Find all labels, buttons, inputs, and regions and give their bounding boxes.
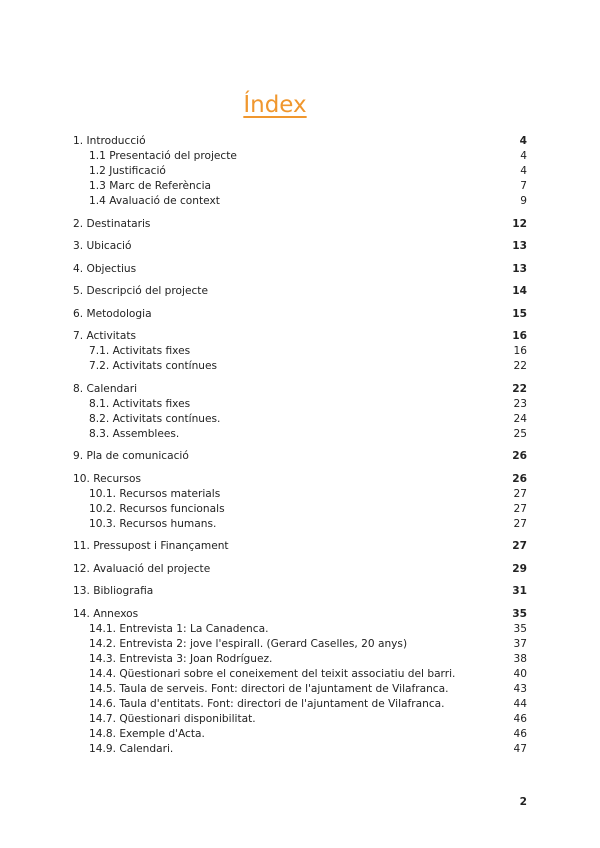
- toc-entry-page: 46: [513, 712, 527, 725]
- toc-entry-title: 1.2 Justificació: [89, 165, 166, 177]
- toc-subsection-row[interactable]: [73, 487, 527, 502]
- toc-entry-title: 14.8. Exemple d'Acta.: [89, 727, 205, 740]
- toc-section-row[interactable]: [73, 134, 527, 149]
- toc-entry-page: 4: [520, 165, 527, 177]
- toc-entry-page: 4: [520, 150, 527, 162]
- toc-section-row[interactable]: [73, 382, 527, 397]
- toc-entry-title: 2. Destinataris: [73, 217, 151, 230]
- toc-entry-page: 27: [513, 487, 527, 500]
- toc-entry-title: 3. Ubicació: [73, 240, 132, 252]
- toc-entry-page: 13: [512, 240, 527, 252]
- toc-entry-page: 7: [520, 180, 527, 192]
- toc-entry-title: 8.1. Activitats fixes: [89, 397, 191, 410]
- toc-subsection-row[interactable]: [73, 697, 527, 712]
- toc-subsection-row[interactable]: [73, 517, 527, 532]
- toc-section-row[interactable]: [73, 472, 527, 487]
- toc-section-row[interactable]: [73, 607, 527, 622]
- toc-entry-page: 9: [520, 195, 527, 207]
- toc-entry-title: 1.4 Avaluació de context: [89, 195, 220, 207]
- toc-entry-title: 14.6. Taula d'entitats. Font: directori de l'ajuntament de Vilafranca.: [89, 697, 445, 710]
- toc-entry-page: 13: [512, 262, 527, 275]
- toc-entry-title: 7.1. Activitats fixes: [89, 345, 191, 357]
- table-of-contents: [73, 134, 527, 757]
- toc-entry-title: 14.3. Entrevista 3: Joan Rodríguez.: [89, 652, 273, 665]
- toc-entry-page: 35: [512, 607, 527, 620]
- toc-entry-title: 7. Activitats: [73, 330, 136, 342]
- toc-subsection-row[interactable]: [73, 742, 527, 757]
- toc-entry-title: 14.9. Calendari.: [89, 742, 174, 755]
- toc-subsection-row[interactable]: [73, 502, 527, 517]
- toc-section-row[interactable]: [73, 562, 527, 577]
- toc-entry-page: 27: [513, 517, 527, 530]
- toc-entry-page: 26: [512, 450, 527, 462]
- toc-entry-page: 4: [519, 135, 527, 147]
- toc-entry-title: 5. Descripció del projecte: [73, 285, 208, 297]
- toc-subsection-row[interactable]: [73, 682, 527, 697]
- toc-entry-title: 14.1. Entrevista 1: La Canadenca.: [89, 622, 269, 635]
- toc-entry-page: 35: [513, 622, 527, 635]
- toc-entry-title: 8. Calendari: [73, 382, 138, 395]
- toc-subsection-row[interactable]: [73, 359, 527, 374]
- toc-entry-title: 10.1. Recursos materials: [89, 487, 221, 500]
- toc-subsection-row[interactable]: [73, 427, 527, 442]
- toc-entry-page: 16: [512, 330, 527, 342]
- toc-subsection-row[interactable]: [73, 622, 527, 637]
- toc-subsection-row[interactable]: [73, 194, 527, 209]
- toc-subsection-row[interactable]: [73, 637, 527, 652]
- toc-entry-page: 31: [512, 585, 527, 597]
- toc-entry-page: 14: [512, 285, 527, 297]
- toc-entry-page: 37: [513, 637, 527, 650]
- toc-entry-page: 38: [513, 652, 527, 665]
- toc-entry-title: 8.3. Assemblees.: [89, 427, 180, 440]
- toc-section-row[interactable]: [73, 217, 527, 232]
- toc-entry-title: 1.3 Marc de Referència: [89, 180, 212, 192]
- toc-subsection-row[interactable]: [73, 667, 527, 682]
- toc-subsection-row[interactable]: [73, 652, 527, 667]
- toc-subsection-row[interactable]: [73, 344, 527, 359]
- toc-entry-title: 12. Avaluació del projecte: [73, 562, 211, 575]
- toc-section-row[interactable]: [73, 284, 527, 299]
- toc-section-row[interactable]: [73, 262, 527, 277]
- toc-section-row[interactable]: [73, 239, 527, 254]
- toc-subsection-row[interactable]: [73, 397, 527, 412]
- toc-entry-title: 14. Annexos: [73, 607, 139, 620]
- toc-entry-page: 27: [513, 502, 527, 515]
- toc-section-row[interactable]: [73, 307, 527, 322]
- toc-entry-page: 47: [513, 742, 527, 755]
- toc-entry-page: 22: [513, 360, 527, 372]
- toc-section-row[interactable]: [73, 539, 527, 554]
- toc-entry-title: 6. Metodologia: [73, 307, 152, 320]
- toc-entry-page: 25: [513, 427, 527, 440]
- toc-entry-title: 1. Introducció: [73, 135, 146, 147]
- toc-subsection-row[interactable]: [73, 149, 527, 164]
- page-number: 2: [519, 796, 527, 808]
- toc-entry-page: 15: [512, 307, 527, 320]
- toc-entry-title: 14.7. Qüestionari disponibilitat.: [89, 712, 256, 725]
- toc-subsection-row[interactable]: [73, 712, 527, 727]
- toc-entry-title: 10. Recursos: [73, 472, 142, 485]
- toc-entry-title: 14.4. Qüestionari sobre el coneixement del teixit associatiu del barri.: [89, 667, 456, 680]
- toc-subsection-row[interactable]: [73, 164, 527, 179]
- page-title: Índex: [243, 92, 307, 118]
- toc-section-row[interactable]: [73, 329, 527, 344]
- toc-entry-page: 40: [513, 667, 527, 680]
- toc-subsection-row[interactable]: [73, 179, 527, 194]
- toc-entry-page: 22: [512, 382, 527, 395]
- toc-entry-title: 14.2. Entrevista 2: jove l'espirall. (Gerard Caselles, 20 anys): [89, 637, 408, 650]
- toc-entry-title: 14.5. Taula de serveis. Font: directori de l'ajuntament de Vilafranca.: [89, 682, 449, 695]
- toc-entry-page: 46: [513, 727, 527, 740]
- toc-entry-title: 10.3. Recursos humans.: [89, 517, 217, 530]
- toc-entry-page: 16: [513, 345, 527, 357]
- toc-subsection-row[interactable]: [73, 412, 527, 427]
- toc-section-row[interactable]: [73, 449, 527, 464]
- toc-entry-page: 27: [512, 540, 527, 552]
- toc-entry-title: 11. Pressupost i Finançament: [73, 540, 229, 552]
- toc-entry-page: 12: [512, 217, 527, 230]
- toc-entry-page: 29: [512, 562, 527, 575]
- toc-entry-page: 26: [512, 472, 527, 485]
- toc-entry-page: 23: [513, 397, 527, 410]
- toc-entry-title: 4. Objectius: [73, 262, 137, 275]
- toc-entry-title: 8.2. Activitats contínues.: [89, 412, 221, 425]
- toc-entry-page: 24: [513, 412, 527, 425]
- toc-entry-title: 13. Bibliografia: [73, 585, 154, 597]
- toc-section-row[interactable]: [73, 584, 527, 599]
- toc-entry-page: 43: [513, 682, 527, 695]
- toc-subsection-row[interactable]: [73, 727, 527, 742]
- toc-entry-title: 9. Pla de comunicació: [73, 450, 189, 462]
- toc-entry-title: 1.1 Presentació del projecte: [89, 150, 237, 162]
- toc-entry-title: 7.2. Activitats contínues: [89, 360, 218, 372]
- toc-entry-title: 10.2. Recursos funcionals: [89, 502, 225, 515]
- toc-entry-page: 44: [513, 697, 527, 710]
